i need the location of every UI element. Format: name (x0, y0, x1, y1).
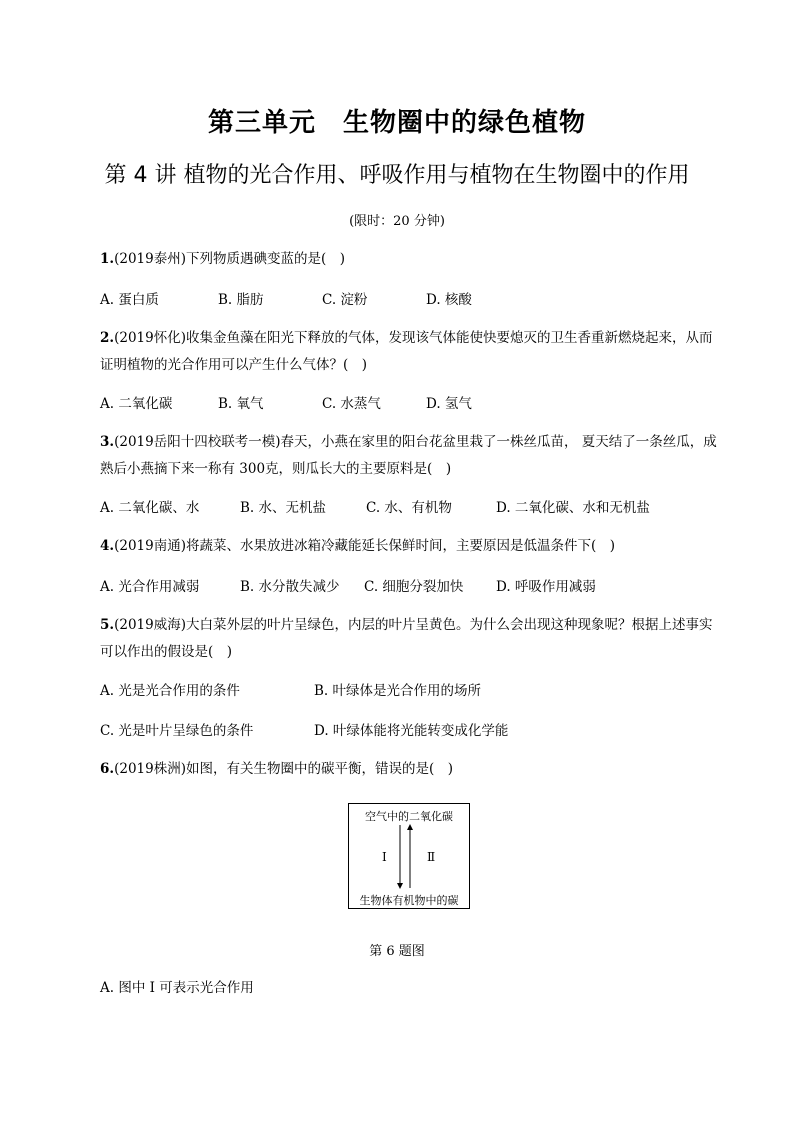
option-b[interactable]: B. 水、无机盐 (240, 500, 327, 516)
question-stem: (2019怀化)收集金鱼藻在阳光下释放的气体，发现该气体能使快要熄灭的卫生香重新燃烧起来，从而证明植物的光合作用可以产生什么气体？( ) (100, 330, 713, 373)
option-d[interactable]: D. 氢气 (426, 396, 472, 412)
question-stem: (2019泰州)下列物质遇碘变蓝的是( ) (114, 251, 346, 267)
option-a[interactable]: A. 光是光合作用的条件 (100, 683, 240, 699)
diagram-label-i: Ⅰ (382, 850, 387, 864)
option-d[interactable]: D. 叶绿体能将光能转变成化学能 (314, 723, 509, 739)
option-c[interactable]: C. 光是叶片呈绿色的条件 (100, 723, 254, 739)
option-a[interactable]: A. 二氧化碳、水 (100, 500, 200, 516)
option-c[interactable]: C. 水蒸气 (322, 396, 381, 412)
question-number: 4. (100, 538, 115, 554)
question-6 (100, 756, 720, 783)
carbon-balance-diagram (348, 803, 470, 909)
question-3 (100, 429, 720, 483)
question-5 (100, 612, 720, 666)
question-1 (100, 246, 720, 273)
question-number: 3. (100, 434, 115, 450)
option-a[interactable]: A. 光合作用减弱 (100, 579, 200, 595)
option-c[interactable]: C. 水、有机物 (366, 500, 452, 516)
question-stem: (2019南通)将蔬菜、水果放进冰箱冷藏能延长保鲜时间，主要原因是低温条件下( ) (114, 538, 616, 554)
diagram-arrows (349, 804, 471, 910)
option-b[interactable]: B. 氧气 (218, 396, 264, 412)
option-c[interactable]: C. 淀粉 (322, 292, 368, 308)
time-limit: (限时：20 分钟) (349, 214, 445, 229)
question-stem: (2019威海)大白菜外层的叶片呈绿色，内层的叶片呈黄色。为什么会出现这种现象呢？根据上述事实可以作出的假设是( ) (100, 617, 713, 660)
option-a[interactable]: A. 图中 I 可表示光合作用 (100, 980, 254, 996)
option-b[interactable]: B. 水分散失减少 (240, 579, 340, 595)
question-number: 5. (100, 617, 115, 633)
question-number: 2. (100, 330, 115, 346)
option-a[interactable]: A. 二氧化碳 (100, 396, 173, 412)
diagram-label-ii: Ⅱ (427, 850, 436, 864)
figure-caption: 第 6 题图 (369, 944, 425, 959)
option-c[interactable]: C. 细胞分裂加快 (364, 579, 464, 595)
diagram-top-label: 空气中的二氧化碳 (365, 810, 453, 823)
option-d[interactable]: D. 二氧化碳、水和无机盐 (496, 500, 650, 516)
diagram-bottom-label: 生物体有机物中的碳 (359, 894, 459, 907)
question-stem: (2019株洲)如图，有关生物圈中的碳平衡，错误的是( ) (114, 761, 454, 777)
unit-title: 第三单元 生物圈中的绿色植物 (207, 108, 586, 138)
question-stem: (2019岳阳十四校联考一模)春天，小燕在家里的阳台花盆里栽了一株丝瓜苗， 夏天结了一条丝瓜，成熟后小燕摘下来一称有 300克，则瓜长大的主要原料是( ) (100, 434, 717, 477)
option-b[interactable]: B. 脂肪 (218, 292, 264, 308)
question-2 (100, 325, 720, 379)
option-d[interactable]: D. 核酸 (426, 292, 472, 308)
question-number: 1. (100, 251, 115, 267)
option-d[interactable]: D. 呼吸作用减弱 (496, 579, 596, 595)
lesson-title: 第 4 讲 植物的光合作用、呼吸作用与植物在生物圈中的作用 (104, 163, 690, 188)
option-b[interactable]: B. 叶绿体是光合作用的场所 (314, 683, 482, 699)
option-a[interactable]: A. 蛋白质 (100, 292, 159, 308)
question-4 (100, 533, 720, 560)
question-number: 6. (100, 761, 115, 777)
